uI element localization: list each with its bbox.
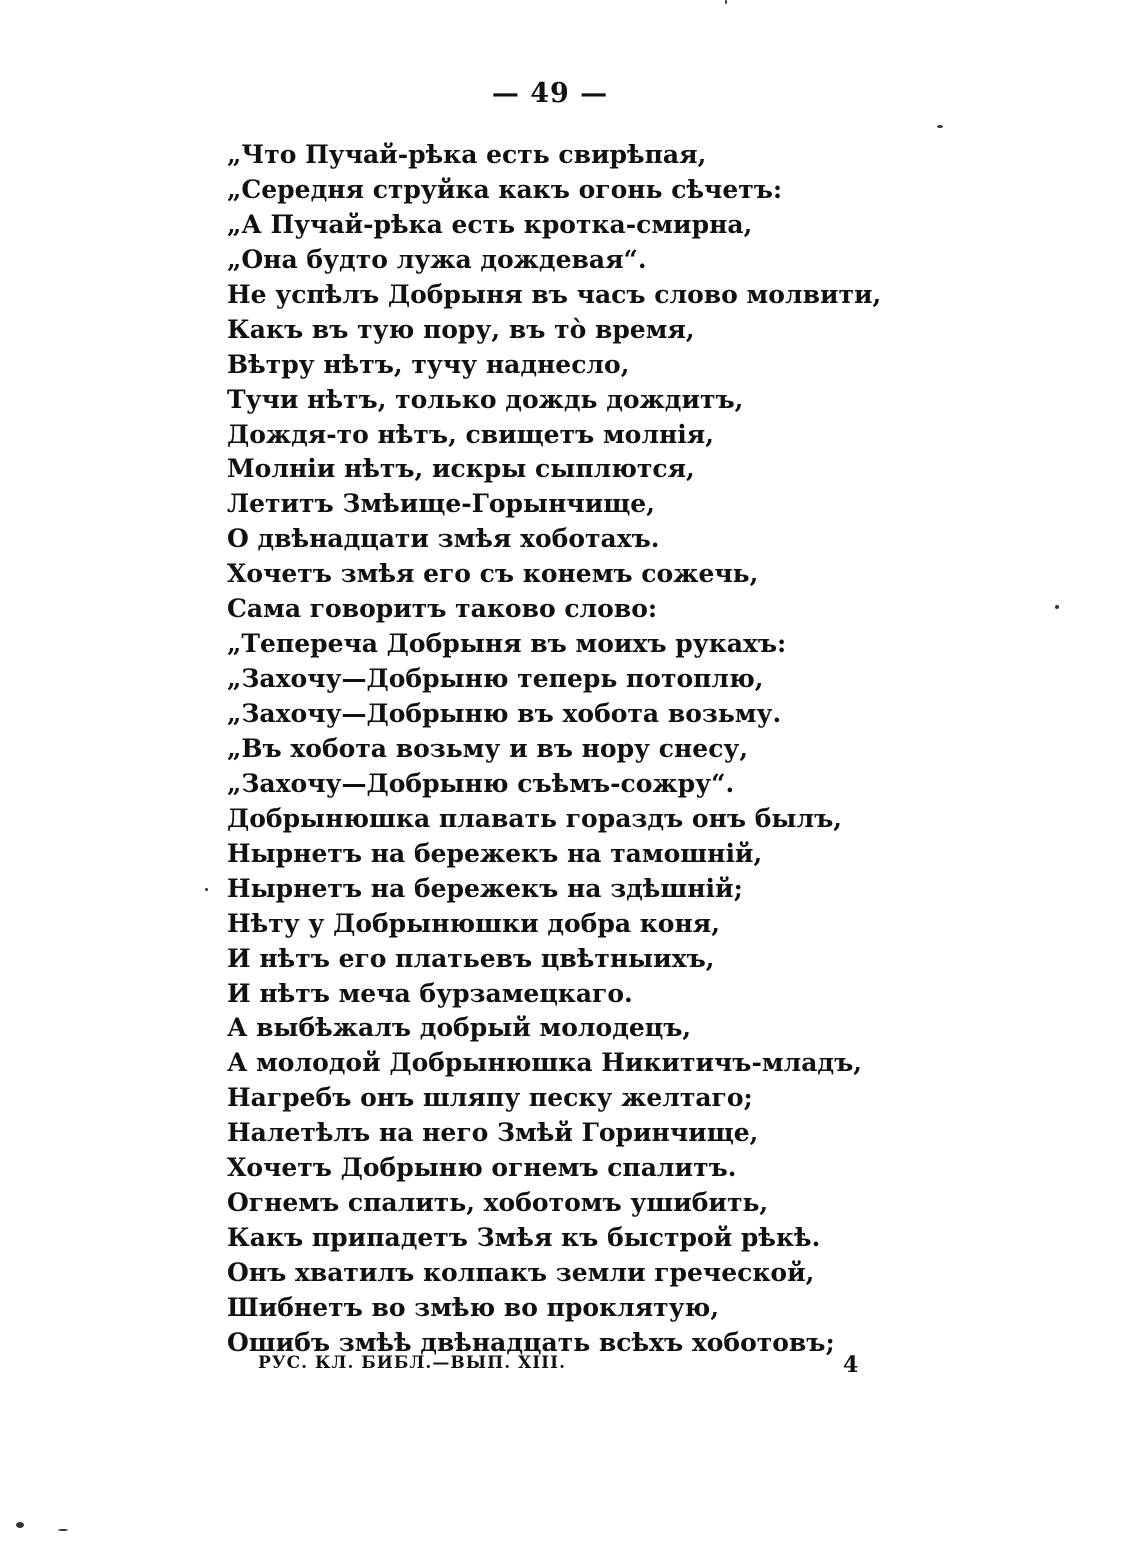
verse-line: „Тепереча Добрыня въ моихъ рукахъ: <box>227 629 787 659</box>
verse-line: Молніи нѣтъ, искры сыплются, <box>227 454 695 484</box>
verse-line: „А Пучай-рѣка есть кротка-смирна, <box>227 209 753 239</box>
signature-mark: РУС. КЛ. БИБЛ.—ВЫП. XIII. <box>258 1353 566 1373</box>
sheet-number: 4 <box>843 1352 859 1378</box>
verse-line: „Что Пучай-рѣка есть свирѣпая, <box>227 140 707 169</box>
verse-line: Нѣту у Добрынюшки добра коня, <box>227 908 720 938</box>
verse-line: А молодой Добрынюшка Никитичъ-младъ, <box>227 1048 862 1078</box>
verse-line: Какъ въ тую пору, въ то̀ время, <box>227 314 695 344</box>
verse-line: Нагребъ онъ шляпу песку желтаго; <box>227 1083 753 1113</box>
verse-line: Нырнетъ на бережекъ на здѣшній; <box>227 873 743 903</box>
verse-line: Не успѣлъ Добрыня въ часъ слово молвити, <box>227 279 882 309</box>
verse-line: Тучи нѣтъ, только дождь дождитъ, <box>227 384 744 414</box>
verse-line: Ошибъ змѣѣ двѣнадцать всѣхъ хоботовъ; <box>227 1327 835 1357</box>
print-speck <box>937 125 943 128</box>
verse-line: Онъ хватилъ колпакъ земли греческой, <box>227 1258 815 1287</box>
verse-line: „Захочу—Добрыню въ хобота возьму. <box>227 699 782 728</box>
print-speck <box>16 1522 24 1528</box>
verse-line: Хочетъ змѣя его съ конемъ сожечь, <box>227 559 759 589</box>
verse-line: Добрынюшка плавать гораздъ онъ былъ, <box>227 803 843 833</box>
verse-line: „Захочу—Добрыню съѣмъ-сожру“. <box>227 768 735 798</box>
page-number: — 49 — <box>491 78 609 109</box>
verse-line: „Въ хобота возьму и въ нору снесу, <box>227 733 749 763</box>
verse-line: Нырнетъ на бережекъ на тамошній, <box>227 838 763 868</box>
verse-line: И нѣтъ его платьевъ цвѣтныихъ, <box>227 943 715 973</box>
verse-line: Сама говоритъ таково слово: <box>227 594 658 624</box>
verse-line: А выбѣжалъ добрый молодецъ, <box>227 1013 692 1043</box>
verse-line: Какъ припадетъ Змѣя къ быстрой рѣкѣ. <box>227 1223 821 1253</box>
verse-line: И нѣтъ меча бурзамецкаго. <box>227 978 633 1008</box>
verse-line: Летитъ Змѣище-Горынчище, <box>227 489 655 519</box>
verse-line: „Середня струйка какъ огонь сѣчетъ: <box>227 174 783 204</box>
print-speck <box>1055 605 1059 609</box>
verse-line: Дождя-то нѣтъ, свищетъ молнія, <box>227 419 714 449</box>
verse-line: Огнемъ спалить, хоботомъ ушибить, <box>227 1188 769 1218</box>
verse-line: Хочетъ Добрыню огнемъ спалитъ. <box>227 1153 737 1183</box>
verse-line: „Захочу—Добрыню теперь потоплю, <box>227 664 764 694</box>
verse-line: Шибнетъ во змѣю во проклятую, <box>227 1292 720 1322</box>
verse-line: „Она будто лужа дождевая“. <box>227 244 647 274</box>
verse-line: Налетѣлъ на него Змѣй Горинчище, <box>227 1118 759 1148</box>
verse-line: Вѣтру нѣтъ, тучу наднесло, <box>227 349 630 379</box>
print-speck <box>725 0 727 4</box>
poem-text <box>227 138 881 1361</box>
print-speck <box>205 888 208 891</box>
verse-line: О двѣнадцати змѣя хоботахъ. <box>227 524 660 554</box>
print-speck <box>58 1529 68 1531</box>
